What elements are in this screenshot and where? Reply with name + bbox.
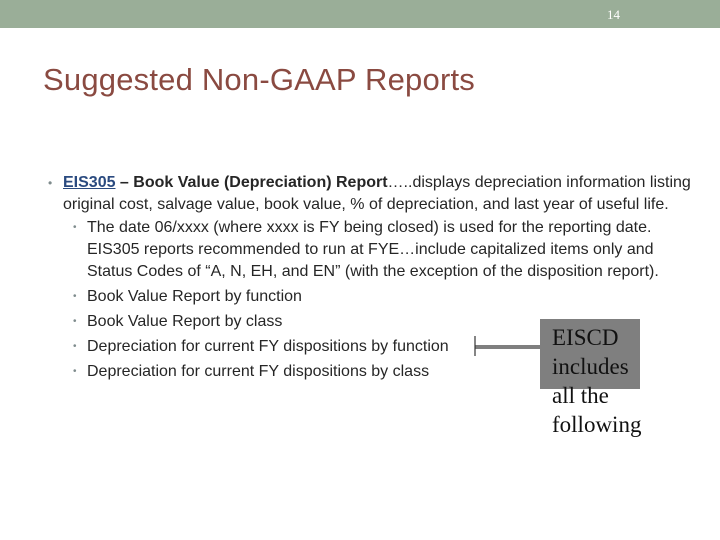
- bullet-icon: •: [73, 316, 77, 327]
- slide-number: 14: [607, 7, 620, 22]
- report-name: – Book Value (Depreciation) Report: [115, 174, 388, 191]
- sub-bullet-text: Book Value Report by function: [87, 288, 302, 305]
- slide-title: Suggested Non-GAAP Reports: [43, 62, 475, 97]
- bullet-icon: •: [73, 222, 77, 233]
- sub-bullet-reporting-date: [62, 217, 698, 283]
- sub-bullet-text: Depreciation for current FY dispositions by function: [87, 338, 449, 355]
- sub-bullet-value-by-function: [62, 286, 698, 308]
- callout-line: all the: [552, 383, 609, 408]
- callout-line: includes: [552, 354, 629, 379]
- sub-bullet-text: Book Value Report by class: [87, 313, 283, 330]
- report-description: …..displays depreciation information listing original cost, salvage value, book value, % of depreciation, and last year of useful life.: [63, 174, 691, 213]
- bullet-icon: •: [73, 291, 77, 302]
- report-code-link[interactable]: EIS305: [63, 174, 116, 191]
- bullet-icon: •: [48, 176, 53, 190]
- bullet-icon: •: [73, 366, 77, 377]
- bracket-connector: [470, 332, 545, 362]
- callout-line: following: [552, 412, 642, 437]
- sub-bullet-text: The date 06/xxxx (where xxxx is FY being closed) is used for the reporting date. EIS305 reports recommended to run at FYE…include capitalized items only and Status Codes of “A, N, EH, and EN” (with the exception of the disposition report).: [87, 219, 659, 280]
- callout-text: [552, 323, 672, 439]
- main-bullet: [48, 172, 698, 216]
- callout-line: EISCD: [552, 325, 619, 350]
- sub-bullet-text: Depreciation for current FY dispositions by class: [87, 363, 430, 380]
- bullet-icon: •: [73, 341, 77, 352]
